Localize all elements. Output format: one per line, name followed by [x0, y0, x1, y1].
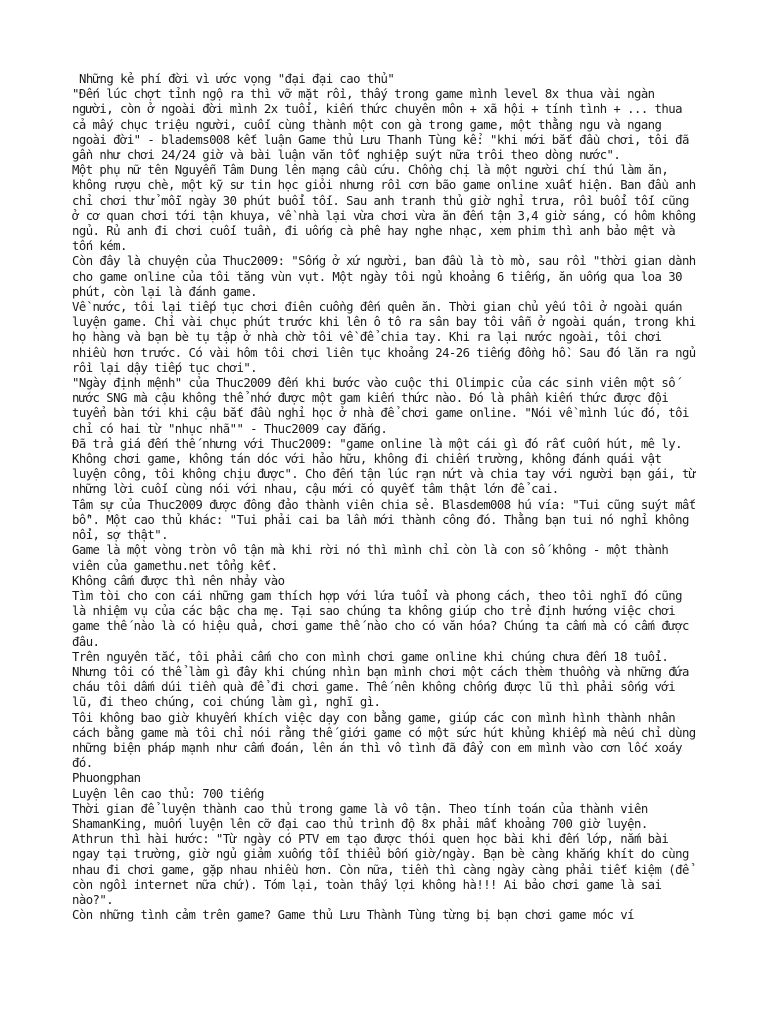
section-heading: Luyện lên cao thủ: 700 tiếng — [72, 786, 264, 801]
document-body — [72, 72, 703, 923]
paragraph: Game là một vòng tròn vô tận mà khi rời nó thì mình chỉ còn là con số không - một thành viên của gamethu.net tổng kết. — [72, 543, 676, 573]
paragraph: Đã trả giá đến thế nhưng với Thuc2009: "game online là một cái gì đó rất cuốn hút, mê ly. Không chơi game, không tán dóc với hảo hữu, không đi chiến trường, không đánh quái vật luyện công, tôi không chịu được". Cho đến tận lúc rạn nứt và chia tay với người bạn gái, từ những lời cuối cùng nói với nhau, cậu mới có quyết tâm thật lớn để cai. — [72, 436, 703, 497]
paragraph: Một phụ nữ tên Nguyễn Tâm Dung lên mạng cầu cứu. Chồng chị là một người chí thú làm ăn, không rượu chè, một kỹ sư tin học giỏi nhưng rồi cơn bão game online xuất hiện. Ban đầu anh chỉ chơi thử mỗi ngày 30 phút buổi tối. Sau anh tranh thủ giờ nghỉ trưa, rồi buổi tối cũng ở cơ quan chơi tới tận khuya, về nhà lại vừa chơi vừa ăn đến tận 3,4 giờ sáng, có hôm không ngủ. Rủ anh đi chơi cuối tuần, đi uống cà phê hay nghe nhạc, xem phim thì anh bảo mệt và tốn kém. — [72, 163, 703, 254]
paragraph: Tâm sự của Thuc2009 được đông đảo thành viên chia sẻ. Blasdem008 hú vía: "Tui cũng suýt mất bồ". Một cao thủ khác: "Tui phải cai ba lần mới thành công đó. Thằng bạn tui nó nghỉ không nổi, sợ thật". — [72, 497, 703, 543]
paragraph: Trên nguyên tắc, tôi phải cấm cho con mình chơi game online khi chúng chưa đến 18 tuổi. Nhưng tôi có thể làm gì đây khi chúng nhìn bạn mình chơi một cách thèm thuồng và những đứa cháu tôi dấm dúi tiền quà để đi chơi game. Thế nên không chống được lũ thì phải sống với lũ, đi theo chúng, coi chúng làm gì, nghĩ gì. — [72, 649, 696, 710]
section-heading: Không cấm được thì nên nhảy vào — [72, 573, 285, 588]
paragraph: Thời gian để luyện thành cao thủ trong game là vô tận. Theo tính toán của thành viên ShamanKing, muốn luyện lên cỡ đại cao thủ trình độ 8x phải mất khoảng 700 giờ luyện. — [72, 801, 655, 831]
paragraph: Về nước, tôi lại tiếp tục chơi điên cuồng đến quên ăn. Thời gian chủ yếu tôi ở ngoài quán luyện game. Chỉ vài chục phút trước khi lên ô tô ra sân bay tôi vẫn ở ngoài quán, trong khi họ hàng và bạn bè tụ tập ở nhà chờ tôi về để chia tay. Khi ra lại nước ngoài, tôi chơi nhiều hơn trước. Có vài hôm tôi chơi liên tục khoảng 24-26 tiếng đồng hồ. Sau đó lăn ra ngủ rồi lại dậy tiếp tục chơi". — [72, 300, 703, 375]
paragraph: Còn đây là chuyện của Thuc2009: "Sống ở xứ người, ban đầu là tò mò, sau rồi "thời gian dành cho game online của tôi tăng vùn vụt. Một ngày tôi ngủ khoảng 6 tiếng, ăn uống qua loa 30 phút, còn lại là đánh game. — [72, 254, 703, 299]
paragraph: Athrun thì hài hước: "Từ ngày có PTV em tạo được thói quen học bài khi đến lớp, nắm bài ngay tại trường, giờ ngủ giảm xuống tối thiểu bốn giờ/ngày. Bạn bè càng khắng khít do cùng nhau đi chơi game, gặp nhau nhiều hơn. Còn nữa, tiền thì càng ngày càng phải tiết kiệm (để còn ngồi internet nữa chứ). Tóm lại, toàn thấy lợi không hà!!! Ai bảo chơi game là sai nào?". — [72, 832, 696, 907]
paragraph: "Đến lúc chợt tỉnh ngộ ra thì vỡ mặt rồi, thấy trong game mình level 8x thua vài ngàn người, còn ở ngoài đời mình 2x tuổi, kiến thức chuyên môn + xã hội + tính tình + ... thua cả mấy chục triệu người, cuối cùng thành một con gà trong game, một thằng ngu và ngang ngoài đời" - bladems008 kết luận Game thủ Lưu Thanh Tùng kể: "khi mới bắt đầu chơi, tôi đã gần như chơi 24/24 giờ và bài luận văn tốt nghiệp suýt nữa trôi theo dòng nước". — [72, 87, 696, 163]
paragraph: Tôi không bao giờ khuyến khích việc dạy con bằng game, giúp các con mình hình thành nhân cách bằng game mà tôi chỉ nói rằng thế giới game có một sức hút khủng khiếp mà nếu chỉ dùng những biện pháp mạnh như cấm đoán, lên án thì vô tình đã đẩy con em mình vào cơn lốc xoáy đó. — [72, 710, 703, 771]
document-title: Những kẻ phí đời vì ước vọng "đại đại cao thủ" — [79, 72, 395, 86]
paragraph: "Ngày định mệnh" của Thuc2009 đến khi bước vào cuộc thi Olimpic của các sinh viên một số nước SNG mà cậu không thể nhớ được một gam kiến thức nào. Đó là phần kiến thức được đội tuyển bàn tới khi cậu bắt đầu nghỉ học ở nhà để chơi game online. "Nói về mình lúc đó, tôi chỉ có hai từ "nhục nhã"" - Thuc2009 cay đắng. — [72, 376, 696, 436]
author-name: Phuongphan — [72, 771, 141, 786]
paragraph: Tìm tòi cho con cái những gam thích hợp với lứa tuổi và phong cách, theo tôi nghĩ đó cũng là nhiệm vụ của các bậc cha mẹ. Tại sao chúng ta không giúp cho trẻ định hướng việc chơi game thế nào là có hiệu quả, chơi game thế nào cho có văn hóa? Chúng ta cấm mà có cấm được đâu. — [72, 588, 696, 649]
paragraph: Còn những tình cảm trên game? Game thủ Lưu Thành Tùng từng bị bạn chơi game móc ví — [72, 908, 634, 923]
